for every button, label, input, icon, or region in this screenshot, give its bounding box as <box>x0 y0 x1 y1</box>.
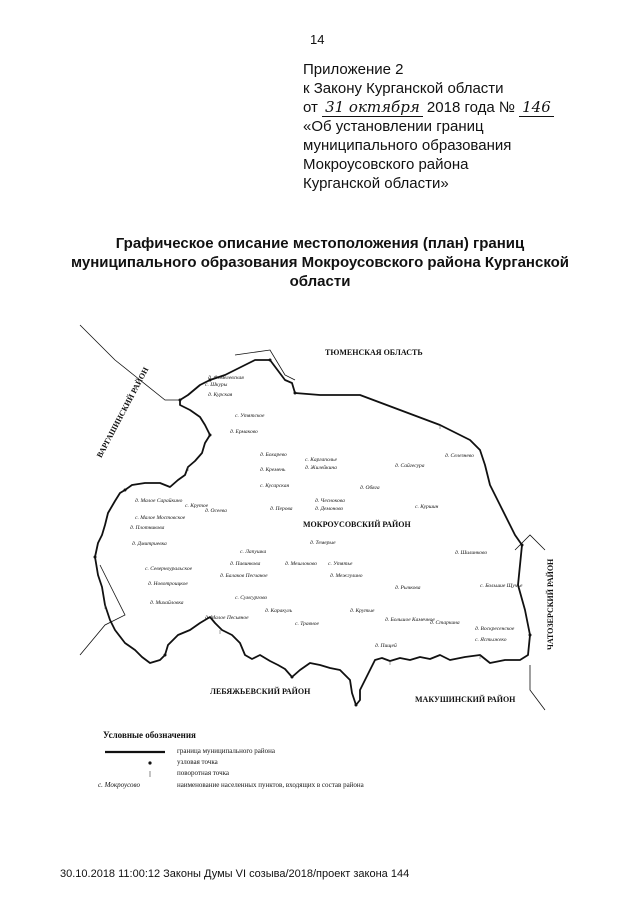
settlement-label: д. Мешлоково <box>285 561 318 567</box>
region-label-center: МОКРОУСОВСКИЙ РАЙОН <box>303 520 411 529</box>
settlement-label: д. Бохарево <box>260 452 287 458</box>
settlement-label: д. Межгулино <box>330 573 363 579</box>
region-label-north: ТЮМЕНСКАЯ ОБЛАСТЬ <box>325 348 423 357</box>
settlement-label: д. Обяга <box>360 485 380 491</box>
appendix-date-line <box>303 98 554 117</box>
turn-point-symbol <box>105 768 165 780</box>
settlement-label: д. Демоново <box>315 506 344 512</box>
settlement-label: д. Темерые <box>310 540 336 546</box>
settlement-label: с. Шкуры <box>205 382 228 388</box>
handwritten-date: 31 октября <box>322 98 423 117</box>
legend-item <box>60 780 580 792</box>
settlement-label: с. Каргаполье <box>305 457 337 463</box>
settlement-label: д. Павинкова <box>230 561 261 567</box>
settlement-label: с. Северноуральское <box>145 566 193 572</box>
settlement-label: с. Большие Щучье <box>480 583 523 589</box>
settlement-label: с. Малое Мостовское <box>135 515 186 521</box>
appendix-line: Приложение 2 <box>303 61 404 78</box>
settlement-label: д. Воскресенское <box>475 626 515 632</box>
settlement-label: с. Сумсургово <box>235 595 268 601</box>
settlement-label: д. Фомелевская <box>208 375 244 381</box>
footer-path: 30.10.2018 11:00:12 Законы Думы VI созыва/2018/проект закона 144 <box>60 868 410 880</box>
settlement-label: с. Кусарская <box>260 483 290 489</box>
settlement-label: д. Пищей <box>375 643 397 649</box>
document-title: Графическое описание местоположения (план) границ муниципального образования Мокроусовского района Курганской области <box>70 235 570 290</box>
settlement-label: с. Лапушка <box>240 549 267 555</box>
settlement-label: с. Утятье <box>328 561 353 567</box>
settlement-sample-symbol <box>98 780 165 792</box>
settlement-label: д. Балаков Песчаное <box>220 573 268 579</box>
settlement-label: с. Куршин <box>415 504 439 510</box>
outer-boundary <box>80 565 125 655</box>
settlement-label: д. Курская <box>208 392 233 398</box>
date-prefix: от <box>303 99 318 116</box>
legend-label: наименование населенных пунктов, входящих в состав района <box>177 781 364 789</box>
settlement-label: д. Малое Песьяное <box>205 615 249 621</box>
settlement-label: д. Плотникова <box>130 525 165 531</box>
settlement-label: с. Ястыжеко <box>475 637 507 643</box>
settlement-label: д. Крутые <box>350 608 375 614</box>
appendix-line: «Об установлении границ <box>303 118 484 135</box>
settlement-label: д. Ермаково <box>230 429 258 435</box>
settlement-label: д. Шилинково <box>455 550 488 556</box>
settlement-label: д. Чеснокова <box>315 498 345 504</box>
region-label-east: ЧАТОЗЕРСКИЙ РАЙОН <box>546 558 555 650</box>
region-label-south-west: ЛЕБЯЖЬЕВСКИЙ РАЙОН <box>210 687 311 696</box>
settlement-label: с. Крутое <box>185 503 209 509</box>
settlement-label: д. Кремень <box>260 467 286 473</box>
settlement-label: д. Большое Камечное <box>385 617 435 623</box>
settlement-label: д. Малое Сарайкино <box>135 498 183 504</box>
year-text: 2018 года № <box>426 99 515 116</box>
settlement-label: д. Селезнево <box>445 453 474 459</box>
settlement-sample: с. Мокроусово <box>98 781 140 789</box>
settlement-label: д. Дмитриевка <box>132 541 167 547</box>
settlement-label: д. Каракуль <box>265 608 293 614</box>
handwritten-number: 146 <box>519 98 554 117</box>
legend-label: граница муниципального района <box>177 747 275 755</box>
settlement-label: д. Старкина <box>430 620 460 626</box>
boundary-map <box>60 325 580 725</box>
node-points <box>94 359 532 707</box>
settlement-label: с. Травное <box>295 621 319 627</box>
settlement-label: д. Жилейкина <box>305 465 337 471</box>
legend-item <box>60 768 580 780</box>
region-label-south-east: МАКУШИНСКИЙ РАЙОН <box>415 695 516 704</box>
settlement-label: с. Утятское <box>235 413 265 419</box>
legend-label: узловая точка <box>177 758 218 766</box>
legend-label: поворотная точка <box>177 769 230 777</box>
settlement-label: д. Рычкова <box>395 585 421 591</box>
settlement-label: д. Перова <box>270 506 293 512</box>
district-boundary <box>95 360 530 705</box>
legend-title: Условные обозначения <box>103 730 196 740</box>
settlement-label: д. Сайгесура <box>395 463 425 469</box>
settlement-label: д. Михайловка <box>150 600 184 606</box>
page-number: 14 <box>310 32 325 47</box>
settlement-label: д. Новотроицкое <box>148 581 188 587</box>
outer-boundary <box>530 665 545 710</box>
appendix-line: Мокроусовского района <box>303 156 469 173</box>
appendix-header <box>303 60 554 193</box>
appendix-line: Курганской области» <box>303 175 449 192</box>
map-legend <box>60 730 580 800</box>
region-label-west: ВАРГАШИНСКИЙ РАЙОН <box>95 365 151 460</box>
settlement-label: д. Осеева <box>205 508 227 514</box>
appendix-line: муниципального образования <box>303 137 512 154</box>
appendix-line: к Закону Курганской области <box>303 80 504 97</box>
